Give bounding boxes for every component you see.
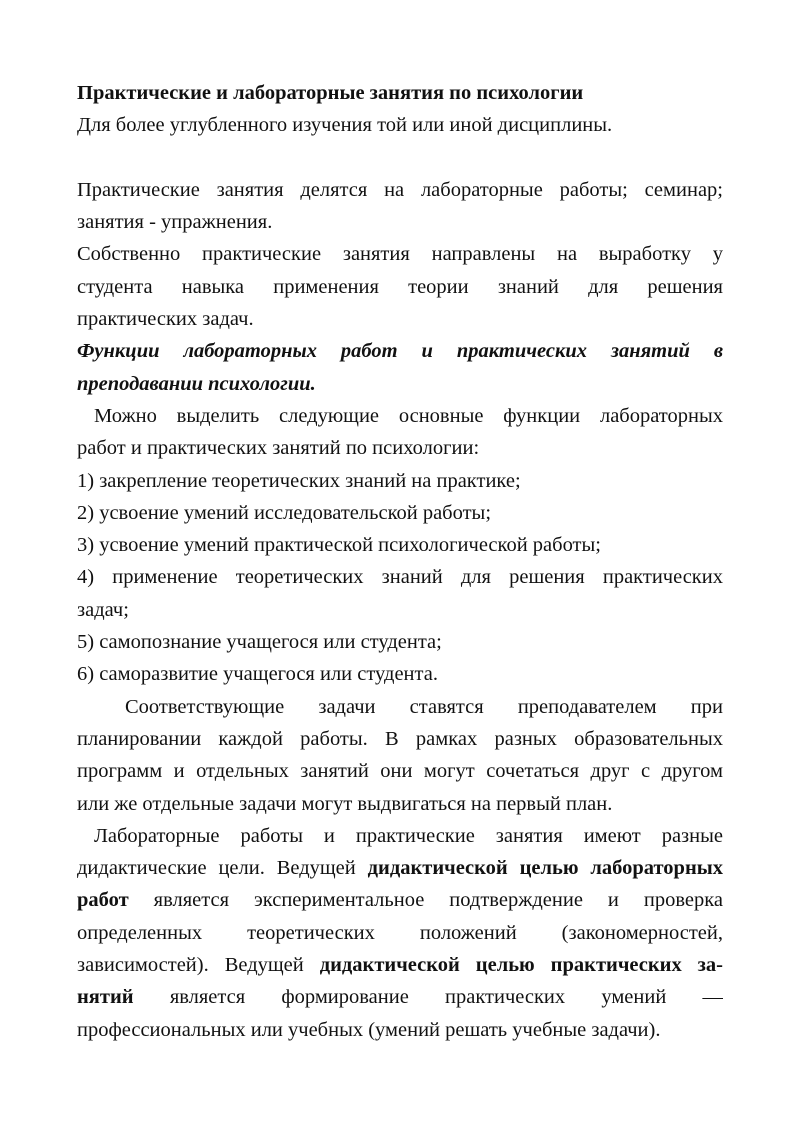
- list-item: 5) самопознание учащегося или студента;: [77, 631, 442, 654]
- paragraph-line: Соответствующие задачи ставятся преподавателем при: [125, 695, 723, 718]
- paragraph-line: студента навыка применения теории знаний для решения: [77, 275, 723, 298]
- list-item: 6) саморазвитие учащегося или студента.: [77, 663, 438, 686]
- paragraph-line: или же отдельные задачи могут выдвигаться на первый план.: [77, 792, 613, 815]
- paragraph-line: Практические занятия делятся на лабораторные работы; семинар;: [77, 178, 723, 201]
- text-run: дидактические цели. Ведущей: [77, 857, 356, 880]
- paragraph-line: программ и отдельных занятий они могут сочетаться друг с другом: [77, 760, 723, 783]
- document-heading: Практические и лабораторные занятия по психологии: [77, 82, 584, 104]
- blank-line: [77, 142, 723, 174]
- emphasized-text: дидактической целью практических за-: [319, 954, 723, 977]
- section-heading: Функции лабораторных работ и практических занятий в: [77, 340, 723, 363]
- emphasized-text: нятий: [77, 986, 134, 1009]
- paragraph-line: Собственно практические занятия направлены на выработку у: [77, 243, 723, 266]
- paragraph-line: планировании каждой работы. В рамках разных образовательных: [77, 727, 723, 750]
- section-heading: преподавании психологии.: [77, 372, 316, 395]
- emphasized-text: дидактической целью лабораторных: [367, 857, 723, 880]
- paragraph-line: практических задач.: [77, 308, 254, 331]
- emphasized-text: работ: [77, 889, 129, 912]
- list-item: 2) усвоение умений исследовательской работы;: [77, 501, 492, 524]
- paragraph-line: [77, 852, 723, 884]
- paragraph-line: занятия - упражнения.: [77, 211, 273, 234]
- text-run: зависимостей). Ведущей: [77, 954, 304, 977]
- paragraph-line: [77, 949, 723, 981]
- list-item: 1) закрепление теоретических знаний на практике;: [77, 469, 521, 492]
- text-run: является формирование практических умений —: [169, 986, 723, 1009]
- paragraph-line: [77, 981, 723, 1013]
- paragraph-line: профессиональных или учебных (умений решать учебные задачи).: [77, 1018, 661, 1041]
- paragraph-line: [77, 884, 723, 916]
- intro-text: Для более углубленного изучения той или иной дисциплины.: [77, 114, 613, 137]
- paragraph-line: работ и практических занятий по психологии:: [77, 437, 480, 460]
- paragraph-line: Можно выделить следующие основные функции лабораторных: [94, 404, 723, 427]
- paragraph-line: Лабораторные работы и практические занятия имеют разные: [94, 824, 723, 847]
- list-item: 3) усвоение умений практической психологической работы;: [77, 534, 601, 557]
- list-item: задач;: [77, 598, 129, 621]
- list-item: 4) применение теоретических знаний для решения практических: [77, 566, 723, 589]
- document-page: [77, 77, 723, 1046]
- paragraph-line: определенных теоретических положений (закономерностей,: [77, 921, 723, 944]
- text-run: является экспериментальное подтверждение и проверка: [153, 889, 723, 912]
